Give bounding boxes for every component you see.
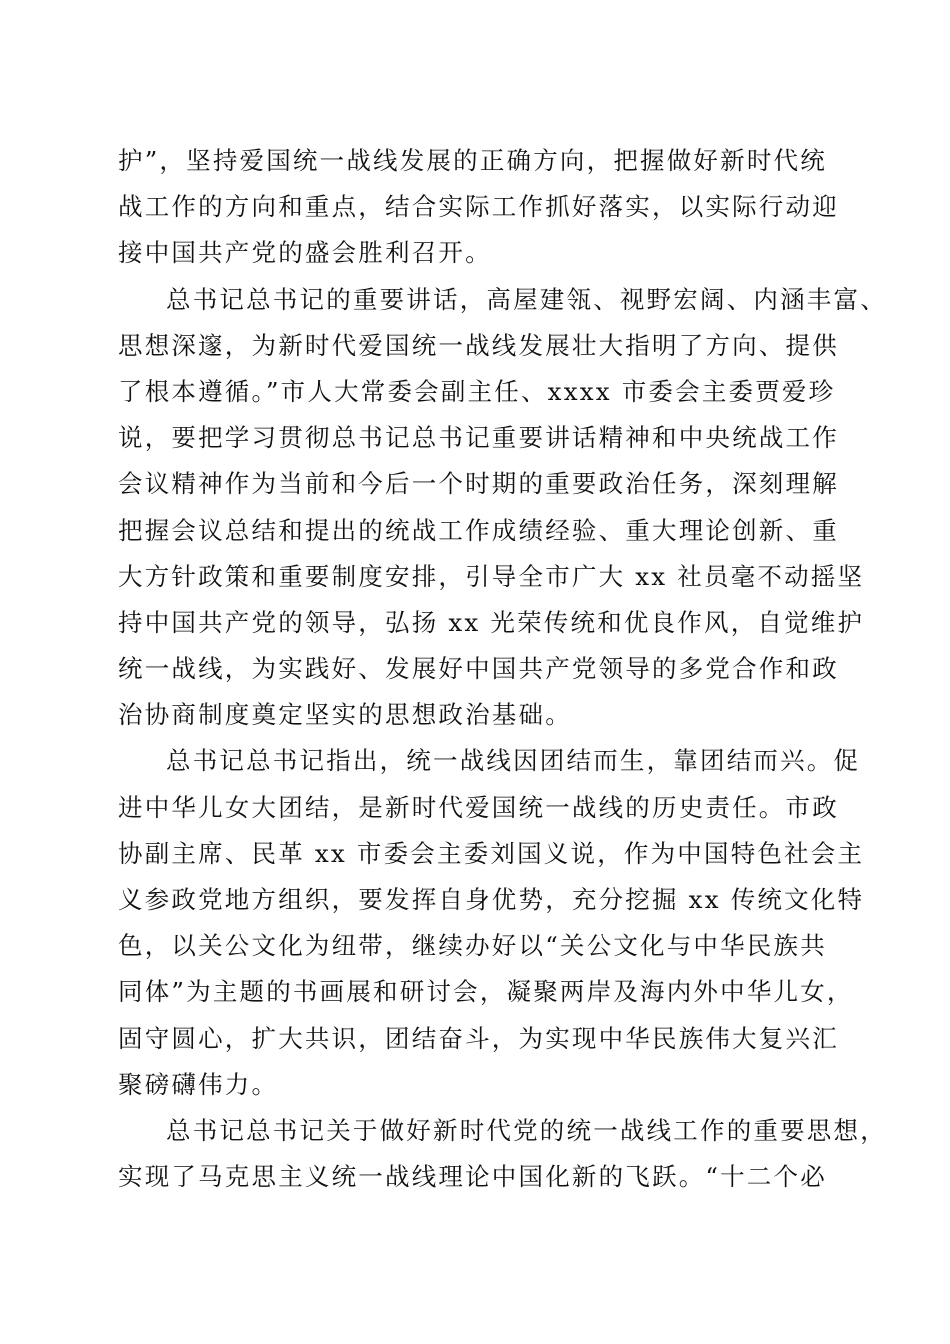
paragraph-first-line: 总书记总书记指出，统一战线因团结而生，靠团结而兴。促 [166, 746, 861, 776]
text-line: 接中国共产党的盛会胜利召开。 [118, 238, 492, 268]
text-line: 了根本遵循。”市人大常委会副主任、xxxx 市委会主委贾爱珍 [118, 376, 836, 406]
paragraph-first-line: 总书记总书记的重要讲话，高屋建瓴、视野宏阔、内涵丰富、 [166, 284, 887, 314]
text-line: 治协商制度奠定坚实的思想政治基础。 [118, 700, 572, 730]
text-line: 协副主席、民革 xx 市委会主委刘国义说，作为中国特色社会主 [118, 838, 865, 868]
text-line: 义参政党地方组织，要发挥自身优势，充分挖掘 xx 传统文化特 [118, 885, 865, 914]
text-line: 把握会议总结和提出的统战工作成绩经验、重大理论创新、重 [118, 515, 839, 545]
text-line: 会议精神作为当前和今后一个时期的重要政治任务，深刻理解 [118, 469, 839, 499]
text-line: 固守圆心，扩大共识，团结奋斗，为实现中华民族伟大复兴汇 [118, 1023, 839, 1053]
text-line: 聚磅礴伟力。 [118, 1069, 279, 1099]
text-line: 说，要把学习贯彻总书记总书记重要讲话精神和中央统战工作 [118, 423, 839, 453]
text-line: 战工作的方向和重点，结合实际工作抓好落实，以实际行动迎 [118, 192, 839, 222]
text-line: 统一战线，为实践好、发展好中国共产党领导的多党合作和政 [118, 654, 839, 684]
text-line: 大方针政策和重要制度安排，引导全市广大 xx 社员毫不动摇坚 [118, 561, 865, 591]
text-line: 进中华儿女大团结，是新时代爱国统一战线的历史责任。市政 [118, 792, 839, 822]
body-text [118, 138, 887, 1200]
paragraph-first-line: 总书记总书记关于做好新时代党的统一战线工作的重要思想， [166, 1115, 887, 1145]
text-line: 实现了马克思主义统一战线理论中国化新的飞跃。“十二个必 [118, 1162, 827, 1192]
text-line: 同体”为主题的书画展和研讨会，凝聚两岸及海内外中华儿女， [118, 977, 854, 1007]
text-line: 持中国共产党的领导，弘扬 xx 光荣传统和优良作风，自觉维护 [118, 607, 865, 637]
text-line: 护”，坚持爱国统一战线发展的正确方向，把握做好新时代统 [118, 146, 827, 175]
text-line: 思想深邃，为新时代爱国统一战线发展壮大指明了方向、提供 [118, 330, 839, 360]
text-line: 色，以关公文化为纽带，继续办好以“关公文化与中华民族共 [118, 931, 827, 961]
